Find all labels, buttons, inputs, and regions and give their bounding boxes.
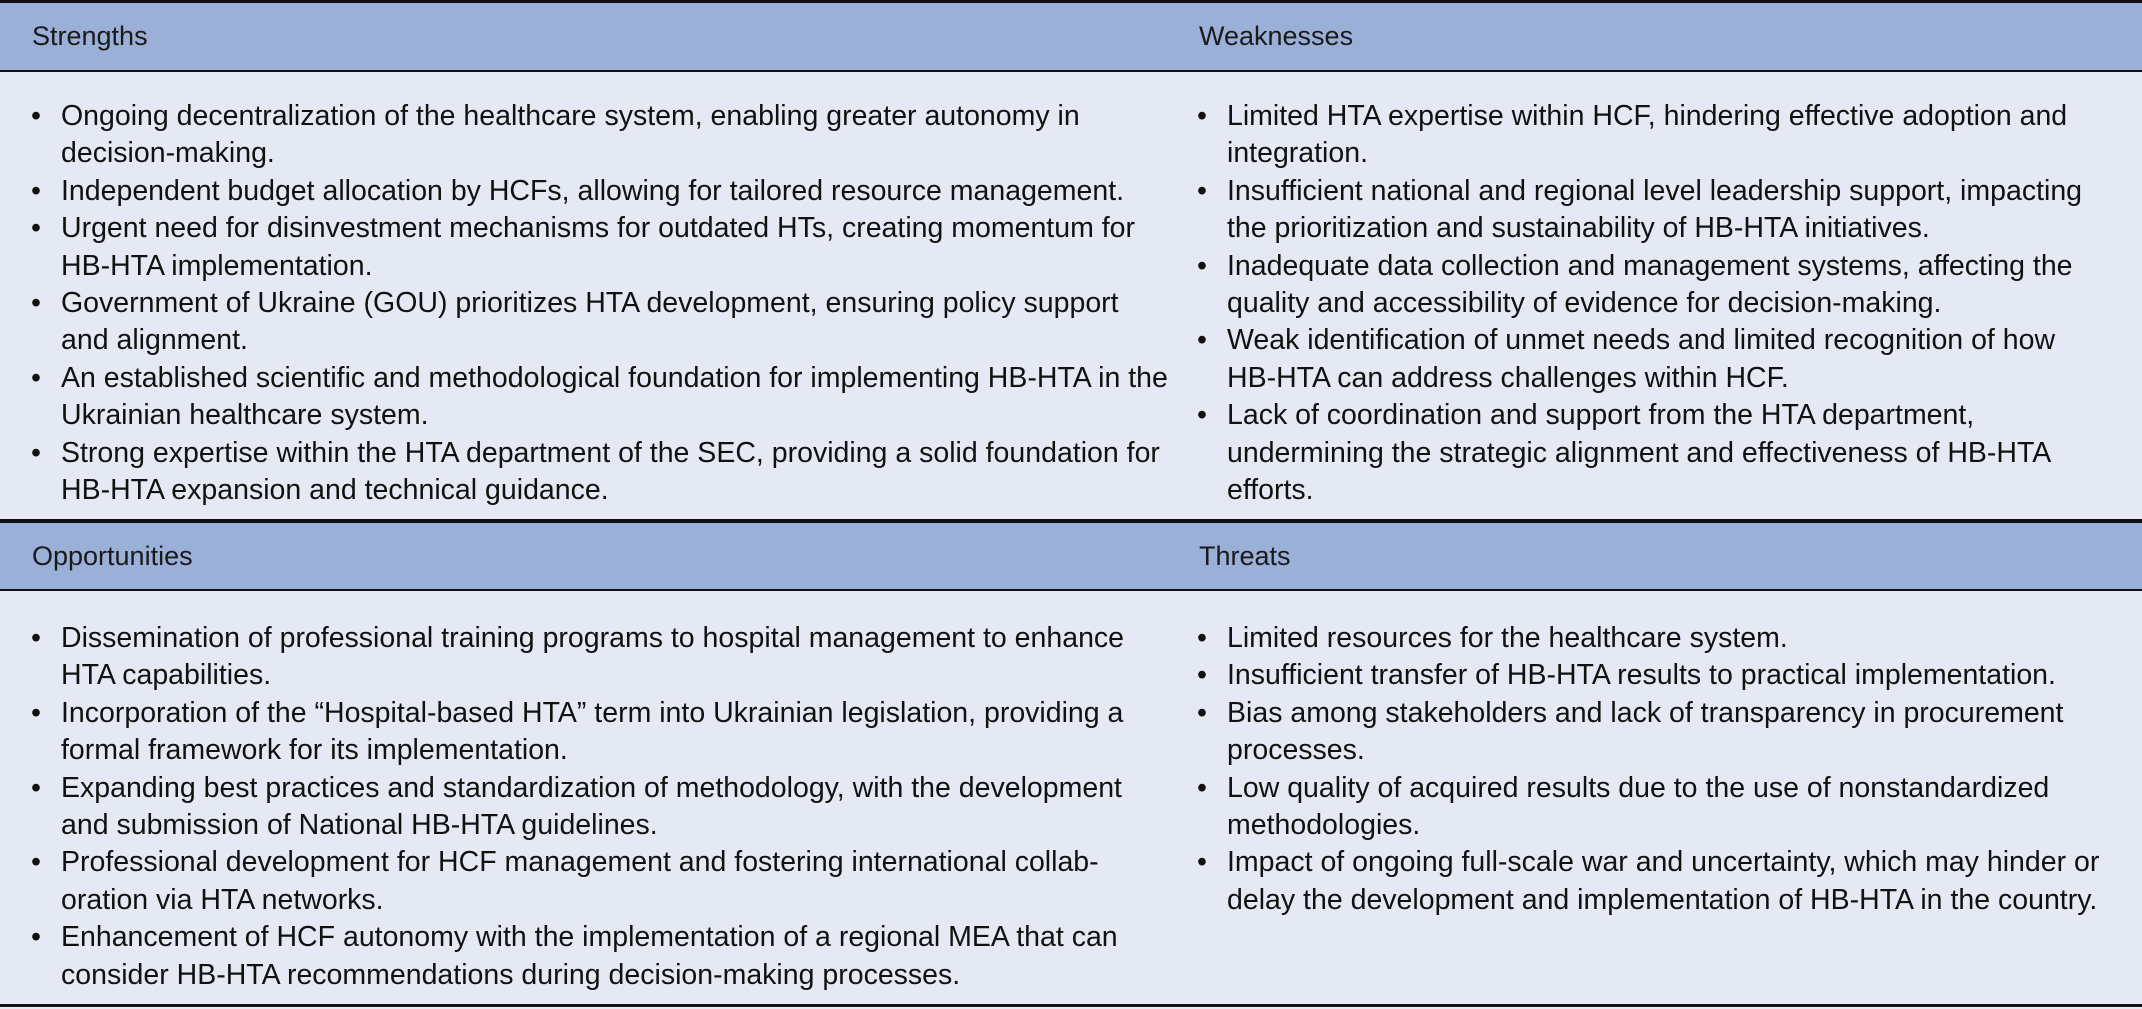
header-row-middle <box>0 519 2142 591</box>
threats-list <box>1197 620 2112 919</box>
strength-item: • An established scientific and methodological foundation for implementing HB-HTA in the Ukrainian healthcare system. <box>31 360 1171 435</box>
opportunity-item: • Professional development for HCF management and fostering international collab- oration via HTA networks. <box>31 844 1171 919</box>
strength-item: • Urgent need for disinvestment mechanisms for outdated HTs, creating momentum for HB-HTA implementation. <box>31 210 1171 285</box>
opportunities-cell <box>31 620 1171 994</box>
threats-header: Threats <box>1199 540 1291 571</box>
weaknesses-list <box>1197 98 2112 509</box>
opportunity-item: • Dissemination of professional training programs to hospital management to enhance HTA capabilities. <box>31 620 1171 695</box>
opportunity-item: • Enhancement of HCF autonomy with the implementation of a regional MEA that can consider HB-HTA recommendations during decision-making processes. <box>31 919 1171 994</box>
threat-item: • Low quality of acquired results due to the use of nonstandardized methodologies. <box>1197 770 2112 845</box>
weakness-item: • Limited HTA expertise within HCF, hindering effective adoption and integration. <box>1197 98 2112 173</box>
threat-item: • Limited resources for the healthcare system. <box>1197 620 2112 657</box>
weakness-item: • Inadequate data collection and management systems, affecting the quality and accessibility of evidence for decision-making. <box>1197 248 2112 323</box>
bottom-rule <box>0 1004 2142 1007</box>
strength-item: • Government of Ukraine (GOU) prioritizes HTA development, ensuring policy support and alignment. <box>31 285 1171 360</box>
weaknesses-header: Weaknesses <box>1199 21 1354 51</box>
opportunity-item: • Incorporation of the “Hospital-based HTA” term into Ukrainian legislation, providing a formal framework for its implementation. <box>31 695 1171 770</box>
weaknesses-cell <box>1197 98 2112 509</box>
header-row-top <box>0 0 2142 72</box>
threat-item: • Insufficient transfer of HB-HTA results to practical implementation. <box>1197 657 2112 694</box>
weakness-item: • Lack of coordination and support from the HTA department, undermining the strategic alignment and effectiveness of HB-HTA efforts. <box>1197 397 2112 509</box>
threat-item: • Bias among stakeholders and lack of transparency in procurement processes. <box>1197 695 2112 770</box>
strength-item: • Ongoing decentralization of the healthcare system, enabling greater autonomy in decision-making. <box>31 98 1171 173</box>
strengths-header: Strengths <box>32 21 148 51</box>
strengths-list <box>31 98 1171 509</box>
weakness-item: • Weak identification of unmet needs and limited recognition of how HB-HTA can address challenges within HCF. <box>1197 322 2112 397</box>
threats-cell <box>1197 620 2112 919</box>
opportunities-list <box>31 620 1171 994</box>
weakness-item: • Insufficient national and regional level leadership support, impacting the prioritization and sustainability of HB-HTA initiatives. <box>1197 173 2112 248</box>
opportunities-header: Opportunities <box>32 540 193 571</box>
strengths-cell <box>31 98 1171 509</box>
strength-item: • Strong expertise within the HTA department of the SEC, providing a solid foundation for HB-HTA expansion and technical guidance. <box>31 435 1171 510</box>
opportunity-item: • Expanding best practices and standardization of methodology, with the development and submission of National HB-HTA guidelines. <box>31 770 1171 845</box>
strength-item: • Independent budget allocation by HCFs, allowing for tailored resource management. <box>31 173 1171 210</box>
threat-item: • Impact of ongoing full-scale war and uncertainty, which may hinder or delay the development and implementation of HB-HTA in the country. <box>1197 844 2112 919</box>
